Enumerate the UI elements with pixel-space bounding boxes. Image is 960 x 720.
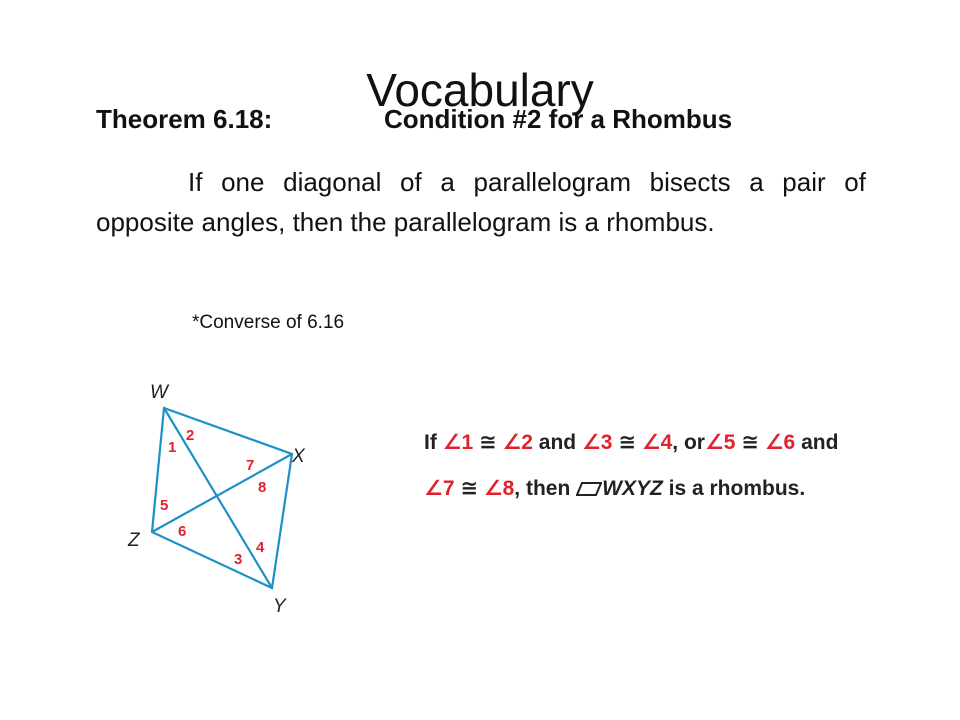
rhombus-condition-statement (424, 420, 838, 512)
angle-6-ref: ∠6 (764, 431, 796, 454)
rule-end: is a rhombus. (662, 477, 806, 500)
rhombus-diagram (120, 372, 320, 617)
vertex-label-w: W (150, 382, 168, 403)
converse-note: *Converse of 6.16 (192, 312, 345, 333)
congruent-sign: ≅ (473, 431, 503, 454)
angle-1-ref: ∠1 (442, 431, 474, 454)
theorem-label: Theorem 6.18: (96, 104, 273, 134)
vertex-labels (127, 382, 306, 617)
angle-5-ref: ∠5 (704, 431, 736, 454)
angle-label-3: 3 (234, 551, 243, 568)
rule-or: , or (672, 431, 705, 454)
rule-if: If (424, 431, 443, 454)
vertex-label-x: X (292, 446, 305, 467)
congruent-sign: ≅ (735, 431, 765, 454)
shape-name: WXYZ (602, 477, 663, 500)
rule-and: and (532, 431, 582, 454)
angle-7-ref: ∠7 (424, 477, 455, 500)
congruent-sign: ≅ (454, 477, 484, 500)
rhombus-outline (152, 408, 292, 588)
vertex-label-y: Y (273, 596, 286, 617)
angle-2-ref: ∠2 (502, 431, 533, 454)
diagonal-zx (152, 454, 292, 532)
angle-label-5: 5 (160, 497, 169, 514)
rhombus-lines (152, 408, 292, 588)
vertex-label-z: Z (128, 530, 140, 551)
rule-and: and (795, 431, 839, 454)
angle-label-7: 7 (246, 457, 255, 474)
diagonal-wy (164, 408, 272, 588)
angle-label-8: 8 (258, 479, 267, 496)
angle-label-6: 6 (178, 523, 187, 540)
rule-then: , then (514, 477, 577, 500)
angle-label-1: 1 (168, 439, 177, 456)
theorem-statement: If one diagonal of a parallelogram bisects a pair of opposite angles, then the parallelogram is a rhombus. (96, 167, 866, 237)
angle-8-ref: ∠8 (483, 477, 515, 500)
rule-line-2 (424, 466, 838, 512)
angle-label-4: 4 (256, 539, 265, 556)
rule-line-1 (424, 420, 838, 466)
theorem-name: Condition #2 for a Rhombus (384, 104, 733, 134)
angle-4-ref: ∠4 (641, 431, 673, 454)
congruent-sign: ≅ (612, 431, 642, 454)
parallelogram-icon (576, 482, 602, 496)
slide-title: Vocabulary (366, 64, 594, 116)
rhombus-figure (120, 372, 320, 617)
angle-label-2: 2 (186, 427, 195, 444)
theorem-heading (96, 104, 733, 135)
angle-3-ref: ∠3 (581, 431, 613, 454)
